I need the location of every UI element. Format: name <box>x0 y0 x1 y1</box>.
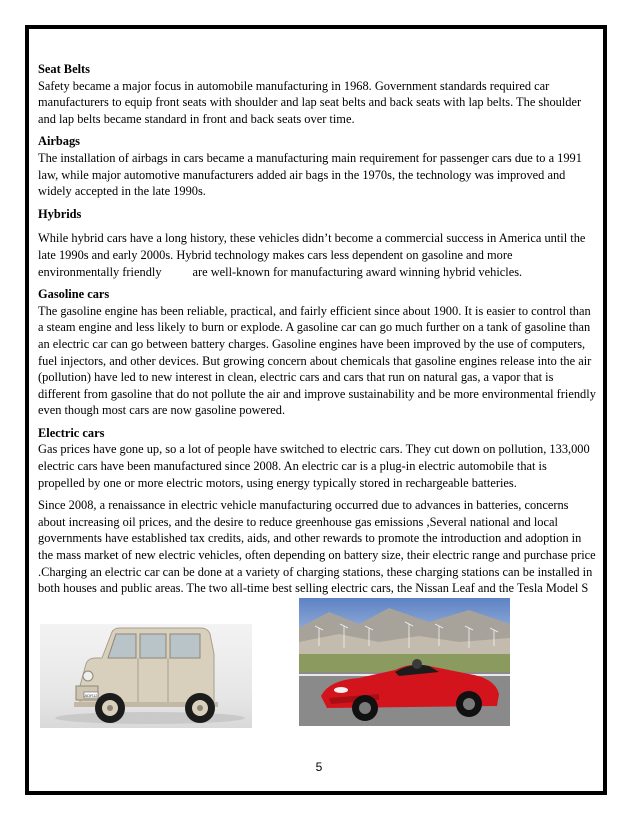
electric-cars-heading: Electric cars <box>38 425 105 440</box>
document-body <box>38 61 596 603</box>
airbags-paragraph: The installation of airbags in cars became a manufacturing main requirement for passenger cars due to a 1991 law, while major automotive manufacturers added air bags in the 1970s, the technology was improved and widely accepted in the late 1990s. <box>38 150 582 199</box>
electric-cars-paragraph-2: Since 2008, a renaissance in electric vehicle manufacturing occurred due to advances in batteries, concerns about increasing oil prices, and the desire to reduce greenhouse gas emissions ,Several national and local governments have established tax credits, aids, and other rewards to promote the introduction and adoption in the mass market of new electric vehicles, often depending on battery size, their electric range and purchase price .Charging an electric car can be done at a variety of charging stations, these charging stations can be installed in both houses and public areas. The two all-time best selling electric cars, the Nissan Leaf and the Tesla Model S <box>38 498 596 596</box>
gasoline-cars-paragraph: The gasoline engine has been reliable, practical, and fairly efficient since about 1900. It is easier to control than a steam engine and less likely to burn or explode. A gasoline car can go much further on a tank of gasoline than an electric car can go between battery charges. Gasoline engines have been improved by the use of computers, fuel injectors, and other devices. But growing concern about chemicals that gasoline engines release into the air (pollution) have led to new interest in clean, electric cars and cars that run on natural gas, a vapor that is different from gasoline that do not pollute the air and improve sustainability and be more environmental friendly even though most cars are now gasoline powered. <box>38 303 596 418</box>
vintage-electric-car-image <box>40 624 252 728</box>
electric-cars-paragraph: Gas prices have gone up, so a lot of people have switched to electric cars. They cut down on pollution, 133,000 electric cars have been manufactured since 2008. An electric car is a plug-in electric automobile that is propelled by one or more electric motors, using energy typically stored in rechargeable batteries. <box>38 442 590 490</box>
seat-belts-paragraph: Safety became a major focus in automobile manufacturing in 1968. Government standards required car manufacturers to equip front seats with shoulder and lap seat belts and back seats with lap belts. The shoulder and lap belts became standard in front and back seats over time. <box>38 78 582 126</box>
page-number: 5 <box>315 760 323 774</box>
seat-belts-heading: Seat Belts <box>38 62 90 76</box>
red-electric-roadster-image <box>299 598 510 726</box>
gasoline-cars-heading: Gasoline cars <box>38 287 110 302</box>
airbags-heading: Airbags <box>38 134 80 149</box>
license-plate-text: ADR12 <box>84 693 98 698</box>
hybrids-paragraph: While hybrid cars have a long history, these vehicles didn’t become a commercial success in America until the late 1990s and early 2000s. Hybrid technology makes cars less dependent on gasoline and more environmentally friendly are well-known for manufacturing award winning hybrid vehicles. <box>38 231 589 279</box>
vintage-car-illustration <box>40 624 252 728</box>
hybrids-heading: Hybrids <box>38 206 82 221</box>
roadster-illustration <box>299 598 510 726</box>
